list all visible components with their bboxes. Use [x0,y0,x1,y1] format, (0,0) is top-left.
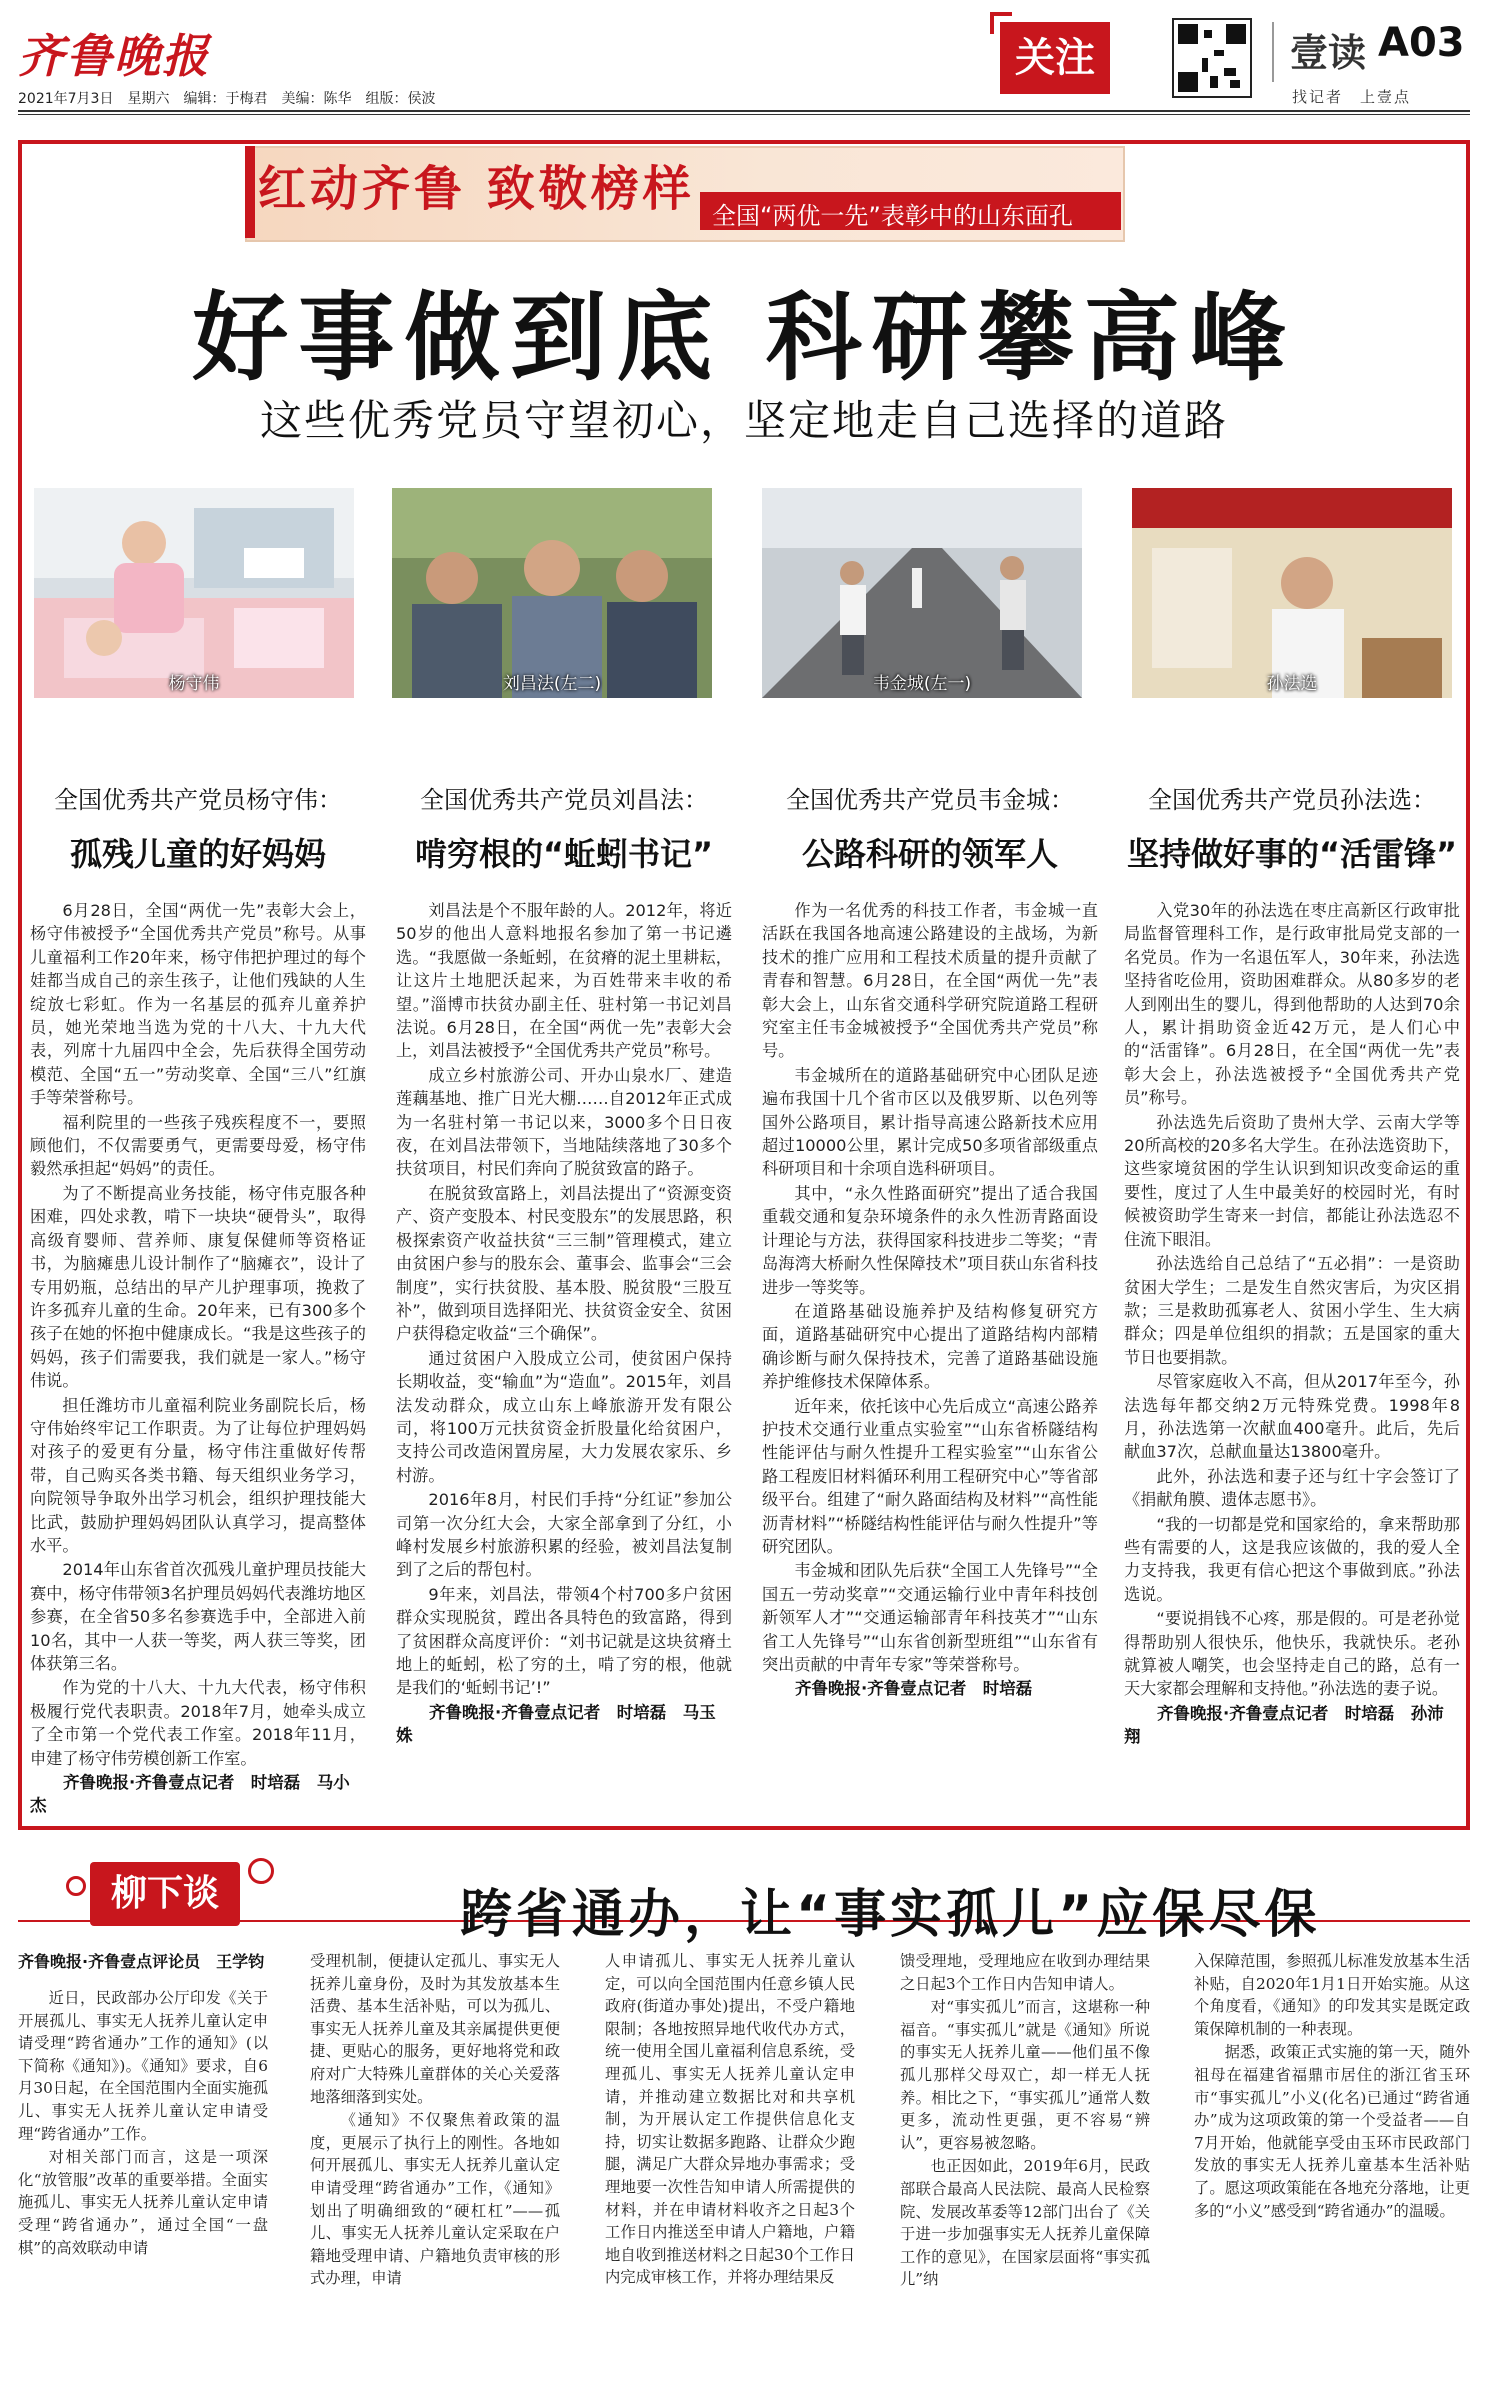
commentary-column-5 [1194,1950,1470,2223]
section-label: 关注 [1000,22,1110,94]
section-name: 壹读 [1290,30,1367,75]
newspaper-logo: 齐鲁晚报 [18,29,210,83]
photo-liu-image [392,488,712,698]
paragraph: 对相关部门而言，这是一项深化“放管服”改革的重要举措。全面实施孤儿、事实无人抚养儿童认定申请受理“跨省通办”，通过全国“一盘棋”的高效联动申请 [18,2148,268,2257]
byline: 齐鲁晚报·齐鲁壹点记者 时培磊 [795,1679,1033,1699]
paragraph: 在脱贫致富路上，刘昌法提出了“资源变资产、资产变股本、村民变股东”的发展思路，积极探索资产收益扶贫“三三制”管理模式，建立由贫困户参与的股东会、董事会、监事会“三会制度”，实行扶贫股、基本股、脱贫股“三股互补”，做到项目选择阳光、扶贫资金安全、贫困户获得稳定收益“三个确保”。 [396,1183,732,1344]
photo-wei-image [762,488,1082,698]
photo-caption: 韦金城(左一) [872,674,972,694]
paragraph: 馈受理地，受理地应在收到办理结果之日起3个工作日内告知申请人。 [900,1952,1150,1993]
headline: 好事做到底 科研攀高峰 [192,282,1296,394]
qr-code-icon [1172,18,1252,98]
header-rule [18,110,1470,112]
paragraph: 2016年8月，村民们手持“分红证”参加公司第一次分红大会，大家全部拿到了分红，小峰村发展乡村旅游积累的经验，被刘昌法复制到了之后的帮包村。 [396,1490,732,1580]
byline: 齐鲁晚报·齐鲁壹点记者 时培磊 马小杰 [30,1773,350,1816]
page-number: A03 [1378,20,1465,66]
paragraph: 受理机制，便捷认定孤儿、事实无人抚养儿童身份，及时为其发放基本生活费、基本生活补贴，可以为孤儿、事实无人抚养儿童及其亲属提供更便捷、更贴心的服务，更好地将党和政府对广大特殊儿童群体的关心关爱落地落细落到实处。 [310,1952,560,2106]
paragraph: 《通知》不仅聚焦着政策的温度，更展示了执行上的刚性。各地如何开展孤儿、事实无人抚养儿童认定申请受理“跨省通办”工作，《通知》划出了明确细致的“硬杠杠”——孤儿、事实无人抚养儿童认定采取在户籍地受理申请、户籍地负责审核的形式办理，申请 [310,2111,560,2288]
article-kicker: 全国优秀共产党员刘昌法： [420,786,708,814]
paragraph: 作为一名优秀的科技工作者，韦金城一直活跃在我国各地高速公路建设的主战场，为新技术的推广应用和工程技术质量的提升贡献了青春和智慧。6月28日，在全国“两优一先”表彰大会上，山东省交通科学研究院道路工程研究室主任韦金城被授予“全国优秀共产党员”称号。 [762,901,1098,1061]
banner-title: 红动齐鲁 致敬榜样 [258,161,695,217]
commentary-column-1 [18,1950,268,2260]
paragraph: “我的一切都是党和国家给的，拿来帮助那些有需要的人，这是我应该做的，我的爱人全力支持我，我更有信心把这个事做到底。”孙法选说。 [1124,1514,1460,1604]
commentary-title: 跨省通办，让“事实孤儿”应保尽保 [460,1885,1321,1945]
byline: 齐鲁晚报·齐鲁壹点记者 时培磊 马玉姝 [396,1702,716,1745]
paragraph: 此外，孙法选和妻子还与红十字会签订了《捐献角膜、遗体志愿书》。 [1124,1466,1460,1510]
photo-sun-image [1132,488,1452,698]
article-title: 啃穷根的“蚯蚓书记” [414,835,714,873]
article-column-liu [396,780,732,1747]
paragraph: 刘昌法是个不服年龄的人。2012年，将近50岁的他出人意料地报名参加了第一书记遴选。“我愿做一条蚯蚓，在贫瘠的泥土里耕耘，让这片土地肥沃起来，为百姓带来丰收的希望。”淄博市扶贫办副主任、驻村第一书记刘昌法说。6月28日，在全国“两优一先”表彰大会上，刘昌法被授予“全国优秀共产党员”称号。 [396,901,732,1061]
photo-caption: 孙法选 [1266,674,1318,694]
paragraph: 入党30年的孙法选在枣庄高新区行政审批局监督管理科工作，是行政审批局党支部的一名党员。作为一名退伍军人，30年来，孙法选坚持省吃俭用，资助困难群众。从80多岁的老人到刚出生的婴儿，得到他帮助的人达到70余人，累计捐助资金近42万元，是人们心中的“活雷锋”。6月28日，在全国“两优一先”表彰大会上，孙法选被授予“全国优秀共产党员”称号。 [1124,901,1460,1108]
article-title: 公路科研的领军人 [801,835,1058,873]
paragraph: 韦金城和团队先后获“全国工人先锋号”“全国五一劳动奖章”“交通运输行业中青年科技创新领军人才”“交通运输部青年科技英才”“山东省工人先锋号”“山东省创新型班组”“山东省有突出贡献的中青年专家”等荣誉称号。 [762,1561,1098,1674]
paragraph: 9年来，刘昌法，带领4个村700多户贫困群众实现脱贫，蹚出各具特色的致富路，得到了贫困群众高度评价：“刘书记就是这块贫瘠土地上的蚯蚓，松了穷的土，啃了穷的根，他就是我们的‘蚯蚓书记’!” [396,1584,732,1698]
article-title: 孤残儿童的好妈妈 [69,835,326,873]
article-kicker: 全国优秀共产党员孙法选： [1148,786,1436,814]
paragraph: 近日，民政部办公厅印发《关于开展孤儿、事实无人抚养儿童认定申请受理“跨省通办”工作的通知》(以下简称《通知》)。《通知》要求，自6月30日起，在全国范围内全面实施孤儿、事实无人抚养儿童认定申请受理“跨省通办”工作。 [18,1989,268,2143]
photo-wei [762,488,1082,698]
byline: 齐鲁晚报·齐鲁壹点记者 时培磊 孙沛翔 [1124,1703,1444,1746]
circle-decoration-icon [66,1876,86,1896]
paragraph: 为了不断提高业务技能，杨守伟克服各种困难，四处求教，啃下一块块“硬骨头”，取得高级育婴师、营养师、康复保健师等资格证书，为脑瘫患儿设计制作了“脑瘫衣”，设计了专用奶瓶，总结出的早产儿护理事项，挽救了许多孤弃儿童的生命。20年来，已有300多个孩子在她的怀抱中健康成长。“我是这些孩子的妈妈，孩子们需要我，我们就是一家人。”杨守伟说。 [30,1183,366,1391]
article-title: 坚持做好事的“活雷锋” [1126,835,1458,873]
paragraph: 孙法选先后资助了贵州大学、云南大学等20所高校的20多名大学生。在孙法选资助下，这些家境贫困的学生认识到知识改变命运的重要性，度过了人生中最美好的校园时光，有时候被资助学生寄来一封信，都能让孙法选忍不住流下眼泪。 [1124,1112,1460,1249]
photo-caption: 杨守伟 [168,674,220,694]
paragraph: 在道路基础设施养护及结构修复研究方面，道路基础研究中心提出了道路结构内部精确诊断与耐久保持技术，完善了道路基础设施养护维修技术保障体系。 [762,1301,1098,1392]
paragraph: 成立乡村旅游公司、开办山泉水厂、建造莲藕基地、推广日光大棚……自2012年正式成为一名驻村第一书记以来，3000多个日日夜夜，在刘昌法带领下，当地陆续落地了30多个扶贫项目，村民们奔向了脱贫致富的路子。 [396,1065,732,1179]
article-column-yang [30,780,366,1817]
photo-liu [392,488,712,698]
circle-decoration-icon [248,1858,274,1884]
commentary-author: 齐鲁晚报·齐鲁壹点评论员 王学钧 [18,1952,265,1971]
paragraph: 通过贫困户入股成立公司，使贫困户保持长期收益，变“输血”为“造血”。2015年，刘昌法发动群众，成立山东上峰旅游开发有限公司，将100万元扶贫资金折股量化给贫困户，支持公司改造闲置房屋，大力发展农家乐、乡村游。 [396,1348,732,1485]
paragraph: 也正因如此，2019年6月，民政部联合最高人民法院、最高人民检察院、发展改革委等12部门出台了《关于进一步加强事实无人抚养儿童保障工作的意见》，在国家层面将“事实孤儿”纳 [900,2157,1150,2289]
paragraph: 孙法选给自己总结了“五必捐”：一是资助贫困大学生；二是发生自然灾害后，为灾区捐款；三是救助孤寡老人、贫困小学生、生大病群众；四是单位组织的捐款；五是国家的重大节日也要捐款。 [1124,1254,1460,1367]
paragraph: 韦金城所在的道路基础研究中心团队足迹遍布我国十几个省市区以及俄罗斯、以色列等国外公路项目，累计指导高速公路新技术应用超过10000公里，累计完成50多项省部级重点科研项目和十余项自选科研项目。 [762,1065,1098,1179]
subheadline: 这些优秀党员守望初心，坚定地走自己选择的道路 [259,396,1228,445]
article-kicker: 全国优秀共产党员韦金城： [786,786,1074,814]
article-kicker: 全国优秀共产党员杨守伟： [54,786,342,814]
commentary-column-3 [605,1950,855,2290]
photo-yang [34,488,354,698]
photo-caption: 刘昌法(左二) [502,674,602,694]
paragraph: 尽管家庭收入不高，但从2017年至今，孙法选每年都交纳2万元特殊党费。1998年8月，孙法选第一次献血400毫升。此后，先后献血37次，总献血量达13800毫升。 [1124,1372,1460,1462]
paragraph: 入保障范围，参照孤儿标准发放基本生活补贴，自2020年1月1日开始实施。从这个角度看，《通知》的印发其实是既定政策保障机制的一种表现。 [1194,1952,1470,2038]
article-column-sun [1124,780,1460,1748]
paragraph: 其中，“永久性路面研究”提出了适合我国重载交通和复杂环境条件的永久性沥青路面设计理论与方法，获得国家科技进步二等奖；“青岛海湾大桥耐久性保障技术”项目获山东省科技进步一等奖等。 [762,1183,1098,1297]
paragraph: 6月28日，全国“两优一先”表彰大会上，杨守伟被授予“全国优秀共产党员”称号。从事儿童福利工作20年来，杨守伟把护理过的每个娃都当成自己的亲生孩子，让他们残缺的人生绽放七彩虹。作为一名基层的孤弃儿童养护员，她光荣地当选为党的十八大、十九大代表，列席十九届四中全会，先后获得全国劳动模范、全国“五一”劳动奖章、全国“三八”红旗手等荣誉称号。 [30,901,366,1108]
article-column-wei [762,780,1098,1700]
divider [1272,22,1274,82]
commentary-column-4 [900,1950,1150,2292]
paragraph: 据悉，政策正式实施的第一天，随外祖母在福建省福鼎市居住的浙江省玉环市“事实孤儿”小义(化名)已通过“跨省通办”成为这项政策的第一个受益者——自7月开始，他就能享受由玉环市民政部门发放的事实无人抚养儿童基本生活补贴了。愿这项政策能在各地充分落地，让更多的“小义”感受到“跨省通办”的温暖。 [1194,2043,1470,2220]
paragraph: 担任潍坊市儿童福利院业务副院长后，杨守伟始终牢记工作职责。为了让每位护理妈妈对孩子的爱更有分量，杨守伟注重做好传帮带，自己购买各类书籍、每天组织业务学习，向院领导争取外出学习机会，组织护理技能大比武，鼓励护理妈妈团队认真学习，提高整体水平。 [30,1395,366,1555]
commentary-column-2 [310,1950,560,2291]
paragraph: “要说捐钱不心疼，那是假的。可是老孙觉得帮助别人很快乐，他快乐，我就快乐。老孙就算被人嘲笑，也会坚持走自己的路，总有一天大家都会理解和支持他。”孙法选的妻子说。 [1124,1609,1460,1699]
paragraph: 近年来，依托该中心先后成立“高速公路养护技术交通行业重点实验室”“山东省桥隧结构性能评估与耐久性提升工程实验室”“山东省公路工程废旧材料循环利用工程研究中心”等省部级平台。组建了“耐久路面结构及材料”“高性能沥青材料”“桥隧结构性能评估与耐久性提升”等研究团队。 [762,1396,1098,1556]
paragraph: 对“事实孤儿”而言，这堪称一种福音。“事实孤儿”就是《通知》所说的事实无人抚养儿童——他们虽不像孤儿那样父母双亡，却一样无人抚养。相比之下，“事实孤儿”通常人数更多，流动性更强，更不容易“辨认”，更容易被忽略。 [900,1998,1150,2152]
photo-sun [1132,488,1452,698]
paragraph: 2014年山东省首次孤残儿童护理员技能大赛中，杨守伟带领3名护理员妈妈代表潍坊地区参赛，在全省50多名参赛选手中，全部进入前10名，其中一人获一等奖，两人获三等奖，团体获第三名。 [30,1560,366,1673]
banner-accent [245,146,255,238]
banner-subtitle: 全国“两优一先”表彰中的山东面孔 [712,202,1073,230]
paragraph: 作为党的十八大、十九大代表，杨守伟积极履行党代表职责。2018年7月，她牵头成立了全市第一个党代表工作室。2018年11月，申建了杨守伟劳模创新工作室。 [30,1678,366,1768]
paragraph: 人申请孤儿、事实无人抚养儿童认定，可以向全国范围内任意乡镇人民政府(街道办事处)提出，不受户籍地限制；各地按照异地代收代办方式，统一使用全国儿童福利信息系统，受理孤儿、事实无人抚养儿童认定申请，并推动建立数据比对和共享机制，为开展认定工作提供信息化支持，切实让数据多跑路、让群众少跑腿，满足广大群众异地办事需求；受理地要一次性告知申请人所需提供的材料，并在申请材料收齐之日起3个工作日内推送至申请人户籍地，户籍地自收到推送材料之日起30个工作日内完成审核工作，并将办理结果反 [605,1952,855,2287]
commentary-tab: 柳下谈 [90,1862,240,1926]
reporter-tag: 找记者 上壹点 [1292,88,1412,106]
photo-yang-image [34,488,354,698]
header-rule-thin [18,114,1470,115]
dateline: 2021年7月3日 星期六 编辑：于梅君 美编：陈华 组版：侯波 [18,91,436,107]
paragraph: 福利院里的一些孩子残疾程度不一，要照顾他们，不仅需要勇气，更需要母爱，杨守伟毅然承担起“妈妈”的责任。 [30,1112,366,1179]
